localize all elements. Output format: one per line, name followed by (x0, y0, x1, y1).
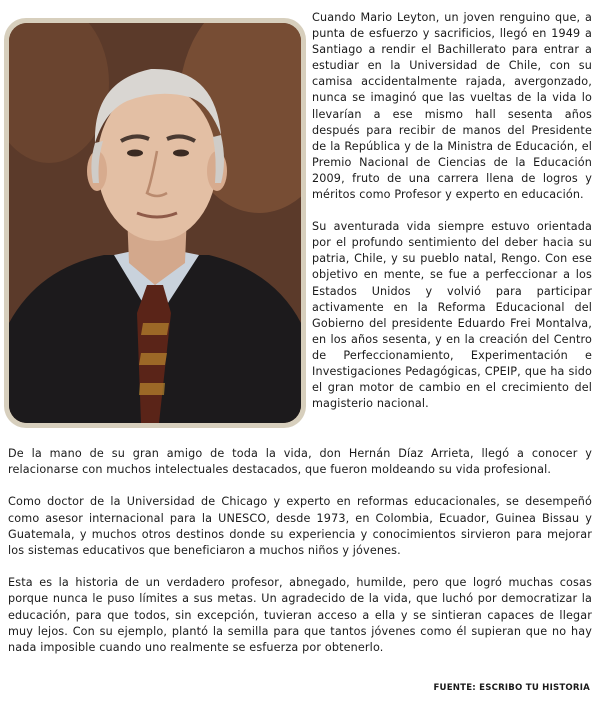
paragraph-friendship: De la mano de su gran amigo de toda la vida, don Hernán Díaz Arrieta, llegó a conocer y relacionarse con muchos intelectuales destacados, que fueron moldeando su vida profesional. (8, 447, 592, 477)
portrait-frame (4, 18, 306, 428)
paragraph-unesco: Como doctor de la Universidad de Chicago y experto en reformas educacionales, se desempeñó como asesor internacional para la UNESCO, desde 1973, en Colombia, Ecuador, Guinea Bissau y Guatemala, y muchos otros destinos donde su experiencia y conocimientos sirvieron para mejorar los sistemas educativos que beneficiaron a muchos niños y jóvenes. (8, 495, 592, 558)
article-full-width (8, 446, 592, 672)
portrait-illustration (9, 23, 301, 423)
paragraph-career: Su aventurada vida siempre estuvo orientada por el profundo sentimiento del deber hacia su patria, Chile, y su pueblo natal, Rengo. Con ese objetivo en mente, se fue a perfeccionar a los Estados Unidos y volvió para participar activamente en la Reforma Educacional del Gobierno del presidente Eduardo Frei Montalva, en los años sesenta, y en la creación del Centro de Perfeccionamiento, Experimentación e Investigaciones Pedagógicas, CPEIP, que ha sido el gran motor de cambio en el crecimiento del magisterio nacional. (312, 220, 592, 411)
portrait-photo (9, 23, 301, 423)
paragraph-intro: Cuando Mario Leyton, un joven renguino que, a punta de esfuerzo y sacrificios, llegó en 1949 a Santiago a rendir el Bachillerato para entrar a estudiar en la Universidad de Chile, con su camisa accidentalmente rajada, avergonzado, nunca se imaginó que las vueltas de la vida lo llevarían a ese mismo hall sesenta años después para recibir de manos del Presidente de la República y de la Ministra de Educación, el Premio Nacional de Ciencias de la Educación 2009, fruto de una carrera llena de logros y méritos como Profesor y experto en educación. (312, 11, 592, 202)
paragraph-conclusion: Esta es la historia de un verdadero profesor, abnegado, humilde, pero que logró muchas cosas porque nunca le puso límites a sus metas. Un agradecido de la vida, que luchó por democratizar la educación, para que todos, sin excepción, tuvieran acceso a ella y se sintieran capaces de llegar muy lejos. Con su ejemplo, plantó la semilla para que tantos jóvenes como él supieran que no hay nada imposible cuando uno realmente se esfuerza por obtenerlo. (8, 576, 592, 655)
article-side-column (312, 10, 592, 428)
source-credit: FUENTE: ESCRIBO TU HISTORIA (433, 683, 590, 693)
